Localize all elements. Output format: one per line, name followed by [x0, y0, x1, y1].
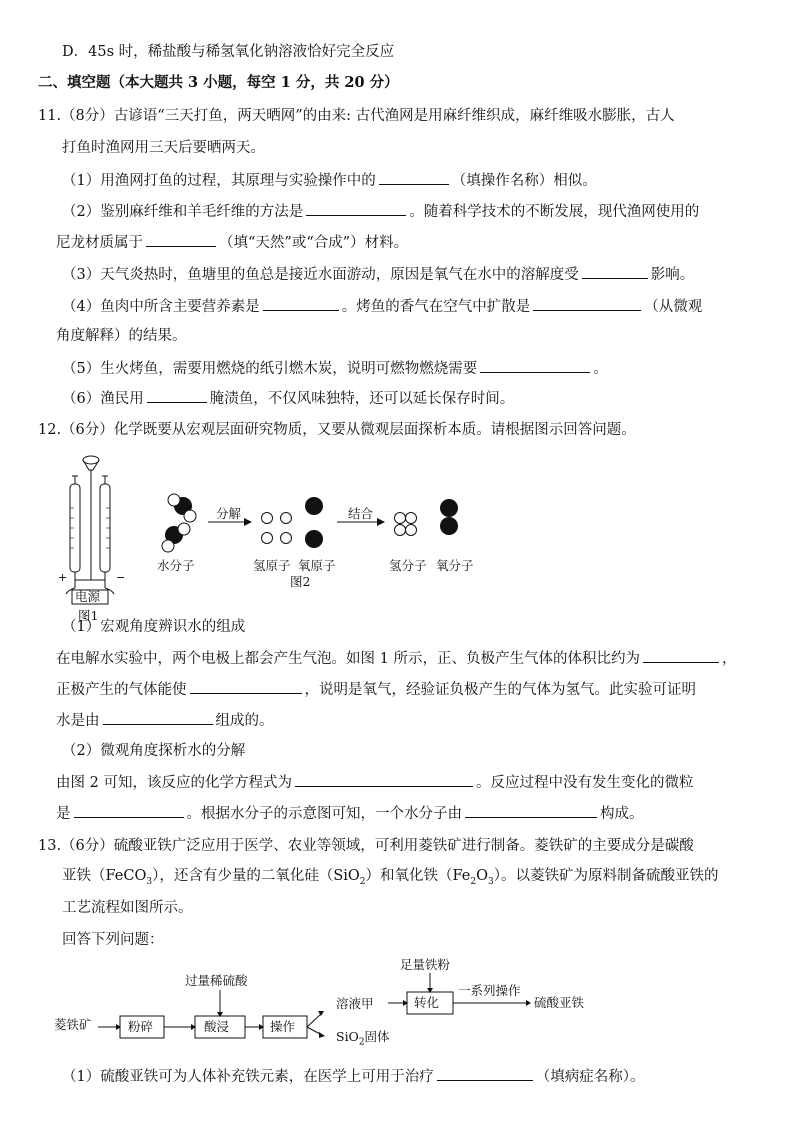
q11-part2: （2）鉴别麻纤维和羊毛纤维的方法是 。随着科学技术的不断发展，现代渔网使用的	[62, 201, 699, 222]
q12-stem: 12.（6分）化学既要从宏观层面研究物质，又要从微观层面探析本质。请根据图示回答问题。	[38, 422, 636, 438]
flow-sio2-solid: SiO$_2$固体	[336, 1029, 390, 1048]
answer-blank[interactable]	[146, 232, 216, 247]
answer-blank[interactable]	[190, 679, 302, 694]
q12-line3: 水是由 组成的。	[56, 710, 274, 731]
electrolysis-apparatus-figure	[56, 448, 126, 606]
q13-stem-1: 13.（6分）硫酸亚铁广泛应用于医学、农业等领域，可利用菱铁矿进行制备。菱铁矿的主要成分是碳酸	[38, 838, 694, 854]
q12-line4: 由图 2 可知，该反应的化学方程式为 。反应过程中没有发生变化的微粒	[56, 772, 693, 793]
svg-text:−: −	[116, 571, 126, 584]
flow-acid-input: 过量稀硫酸	[185, 973, 248, 988]
q11-stem-2: 打鱼时渔网用三天后要晒两天。	[62, 140, 265, 156]
flow-operate-step: 操作	[270, 1019, 296, 1034]
water-molecule-label: 水分子	[157, 558, 195, 573]
answer-blank[interactable]	[295, 772, 473, 787]
process-flowchart	[50, 955, 610, 1055]
q13-part1: （1）硫酸亚铁可为人体补充铁元素，在医学上可用于治疗 （填病症名称）。	[62, 1066, 644, 1087]
flow-iron-powder-input: 足量铁粉	[400, 957, 451, 972]
flow-series-operations: 一系列操作	[458, 983, 521, 998]
q13-stem-3: 工艺流程如图所示。	[62, 900, 193, 916]
q13-ask: 回答下列问题：	[62, 932, 164, 948]
hydrogen-molecule-label: 氢分子	[389, 558, 427, 573]
answer-blank[interactable]	[306, 201, 406, 216]
q12-sub2: （2）微观角度探析水的分解	[62, 743, 246, 759]
flow-convert-step: 转化	[414, 995, 440, 1010]
answer-blank[interactable]	[103, 710, 213, 725]
figure-2-caption: 图2	[290, 574, 311, 589]
figure-1-caption: 图1	[78, 608, 99, 623]
flow-start-siderite: 菱铁矿	[54, 1017, 92, 1032]
q12-line1: 在电解水实验中，两个电极上都会产生气泡。如图 1 所示，正、负极产生气体的体积比约为 ，	[56, 648, 736, 669]
q12-line5: 是 。根据水分子的示意图可知，一个水分子由 构成。	[56, 803, 644, 824]
answer-blank[interactable]	[582, 264, 648, 279]
q11-part2-cont: 尼龙材质属于 （填“天然”或“合成”）材料。	[56, 232, 408, 253]
q11-part1: （1）用渔网打鱼的过程，其原理与实验操作中的 （填操作名称）相似。	[62, 170, 597, 191]
oxygen-atom-label: 氧原子	[298, 558, 336, 573]
flow-crush-step: 粉碎	[128, 1019, 154, 1034]
answer-blank[interactable]	[263, 296, 339, 311]
answer-blank[interactable]	[643, 648, 719, 663]
section-heading: 二、填空题（本大题共 3 小题，每空 1 分，共 20 分）	[38, 74, 399, 91]
q11-part3: （3）天气炎热时，鱼塘里的鱼总是接近水面游动，原因是氧气在水中的溶解度受 影响。	[62, 264, 694, 285]
answer-blank[interactable]	[147, 388, 207, 403]
q11-part5: （5）生火烤鱼，需要用燃烧的纸引燃木炭，说明可燃物燃烧需要 。	[62, 358, 608, 379]
svg-text:+: +	[58, 571, 68, 584]
flow-product: 硫酸亚铁	[534, 995, 585, 1010]
q11-part4-cont: 角度解释）的结果。	[56, 328, 187, 344]
option-d: D．45s 时，稀盐酸与稀氢氧化钠溶液恰好完全反应	[62, 44, 395, 60]
combine-label: 结合	[348, 506, 374, 521]
q11-part6: （6）渔民用 腌渍鱼，不仅风味独特，还可以延长保存时间。	[62, 388, 514, 409]
flow-solution-a: 溶液甲	[336, 996, 374, 1011]
water-decomposition-model-figure	[150, 488, 480, 558]
q13-stem-2: 亚铁（FeCO$_3$），还含有少量的二氧化硅（SiO$_2$）和氧化铁$(Fe_2O_3)$。以菱铁矿为原料制备硫酸亚铁的	[62, 868, 719, 887]
answer-blank[interactable]	[437, 1066, 533, 1081]
answer-blank[interactable]	[379, 170, 449, 185]
hydrogen-atom-label: 氢原子	[253, 558, 291, 573]
answer-blank[interactable]	[465, 803, 597, 818]
answer-blank[interactable]	[74, 803, 184, 818]
flow-leach-step: 酸浸	[204, 1019, 230, 1034]
answer-blank[interactable]	[533, 296, 641, 311]
q11-part4: （4）鱼肉中所含主要营养素是 。烤鱼的香气在空气中扩散是 （从微观	[62, 296, 702, 317]
decompose-label: 分解	[216, 506, 242, 521]
q11-stem-1: 11.（8分）古谚语“三天打鱼，两天晒网”的由来: 古代渔网是用麻纤维织成，麻纤维吸水膨胀，古人	[38, 108, 675, 124]
oxygen-molecule-label: 氧分子	[436, 558, 474, 573]
q12-sub1: （1）宏观角度辨识水的组成	[62, 619, 246, 635]
power-supply-label: 电源	[75, 589, 101, 604]
answer-blank[interactable]	[480, 358, 590, 373]
q12-line2: 正极产生的气体能使 ，说明是氧气，经验证负极产生的气体为氢气。此实验可证明	[56, 679, 696, 700]
water-molecule-model	[162, 494, 196, 552]
